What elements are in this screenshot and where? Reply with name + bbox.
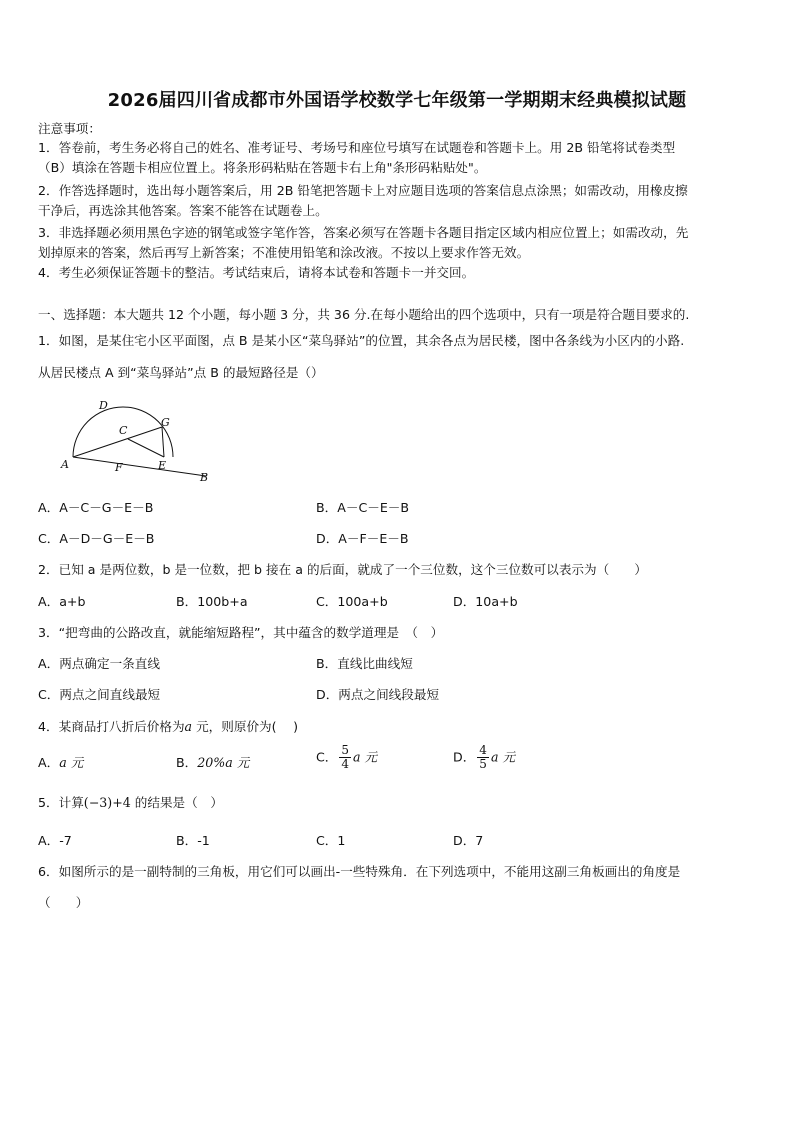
question-1-option-c[interactable] [38, 530, 154, 548]
question-3-option-a[interactable]: A．两点确定一条直线 [38, 656, 160, 671]
question-1-line-2: 从居民楼点 A 到“菜鸟驿站”点 B 的最短路径是（） [38, 365, 324, 380]
segment-A-G [73, 427, 162, 457]
notice-heading: 注意事项： [38, 121, 101, 136]
segment-A-B [73, 457, 206, 476]
question-3-stem: 3．“把弯曲的公路改直，就能缩短路程”，其中蕴含的数学道理是 （ ） [38, 625, 444, 640]
question-3-option-b[interactable]: B．直线比曲线短 [316, 656, 413, 671]
point-label-B: B [200, 471, 209, 484]
question-4-option-a[interactable] [38, 754, 83, 772]
question-4-stem [38, 718, 768, 736]
fraction [339, 744, 351, 771]
option-text: 20%a 元 [197, 755, 250, 770]
question-2-option-c[interactable]: C．100a+b [316, 594, 388, 609]
option-text: B．A－C－E－B [316, 500, 410, 515]
question-4-option-b[interactable] [176, 754, 249, 772]
fraction-denominator: 5 [479, 757, 487, 771]
segment-G-E [162, 427, 164, 457]
question-4-option-d[interactable] [453, 744, 515, 771]
option-label: A． [38, 755, 60, 770]
notice-item: 1．答卷前，考生务必将自己的姓名、准考证号、考场号和座位号填写在试题卷和答题卡上。用 2B 铅笔将试卷类型 [38, 140, 676, 155]
stem-text: 元，则原价为( ) [192, 719, 299, 734]
fraction [477, 744, 489, 771]
question-5-option-c[interactable]: C．1 [316, 833, 346, 848]
option-text: a 元 [353, 749, 378, 765]
segment-C-E [128, 439, 164, 457]
question-1-option-d[interactable] [316, 530, 409, 548]
question-1-option-a[interactable] [38, 499, 153, 517]
point-label-C: C [119, 424, 128, 437]
option-text: C．A－D－G－E－B [38, 531, 155, 546]
option-label: C． [316, 749, 338, 765]
question-6-line-2: （ ） [38, 895, 89, 910]
question-4-option-c[interactable] [316, 744, 377, 771]
question-1-option-b[interactable] [316, 499, 409, 517]
point-label-E: E [158, 459, 167, 472]
point-label-F: F [115, 461, 123, 474]
notice-item: （B）填涂在答题卡相应位置上。将条形码粘贴在答题卡右上角"条形码粘贴处"。 [38, 160, 487, 175]
page-title: 2026届四川省成都市外国语学校数学七年级第一学期期末经典模拟试题 [107, 90, 687, 111]
stem-text: 5．计算 [38, 795, 84, 810]
question-5-option-b[interactable]: B．-1 [176, 833, 210, 848]
fraction-numerator: 5 [341, 743, 350, 757]
question-5-option-d[interactable]: D．7 [453, 833, 484, 848]
notice-item: 划掉原来的答案，然后再写上新答案；不准使用铅笔和涂改液。不按以上要求作答无效。 [38, 245, 530, 260]
notice-item: 3．非选择题必须用黑色字迹的钢笔或签字笔作答，答案必须写在答题卡各题目指定区域内相应位置上；如需改动，先 [38, 225, 689, 240]
question-2-option-d[interactable]: D．10a+b [453, 594, 518, 609]
option-text: A．A－C－G－E－B [38, 500, 154, 515]
option-label: B． [176, 755, 198, 770]
question-2-stem: 2．已知 a 是两位数，b 是一位数，把 b 接在 a 的后面，就成了一个三位数，这个三位数可以表示为（ ） [38, 562, 647, 577]
question-1-line-1: 1．如图，是某住宅小区平面图，点 B 是某小区“菜鸟驿站”的位置，其余各点为居民楼，图中各条线为小区内的小路. [38, 333, 685, 348]
notice-item: 2．作答选择题时，选出每小题答案后，用 2B 铅笔把答题卡上对应题目选项的答案信息点涂黑；如需改动，用橡皮擦 [38, 183, 688, 198]
point-label-D: D [99, 399, 108, 412]
question-3-option-c[interactable]: C．两点之间直线最短 [38, 687, 161, 702]
stem-text: 4．某商品打八折后价格为 [38, 719, 185, 734]
point-label-G: G [161, 416, 170, 429]
variable-a: a [184, 719, 193, 734]
option-text: a 元 [490, 749, 516, 765]
question-5-option-a[interactable]: A．-7 [38, 833, 72, 848]
option-text: a 元 [59, 755, 84, 770]
math-expression: (−3)+4 [83, 795, 131, 810]
question-3-option-d[interactable]: D．两点之间线段最短 [316, 687, 440, 702]
stem-text: 的结果是（ ） [130, 795, 223, 810]
option-label: D． [453, 749, 476, 765]
point-label-A: A [61, 458, 69, 471]
question-5-stem [38, 794, 768, 812]
fraction-denominator: 4 [341, 757, 350, 771]
option-text: D．A－F－E－B [316, 531, 409, 546]
question-2-option-a[interactable]: A．a+b [38, 594, 86, 609]
notice-item: 干净后，再选涂其他答案。答案不能答在试题卷上。 [38, 203, 328, 218]
fraction-numerator: 4 [479, 743, 487, 757]
notice-item: 4．考生必须保证答题卡的整洁。考试结束后，请将本试卷和答题卡一并交回。 [38, 265, 475, 280]
question-6-line-1: 6．如图所示的是一副特制的三角板，用它们可以画出-一些特殊角．在下列选项中，不能用这副三角板画出的角度是 [38, 864, 681, 879]
question-1-figure [58, 395, 218, 490]
question-2-option-b[interactable]: B．100b+a [176, 594, 248, 609]
section-heading: 一、选择题：本大题共 12 个小题，每小题 3 分，共 36 分.在每小题给出的四个选项中，只有一项是符合题目要求的. [38, 307, 690, 322]
